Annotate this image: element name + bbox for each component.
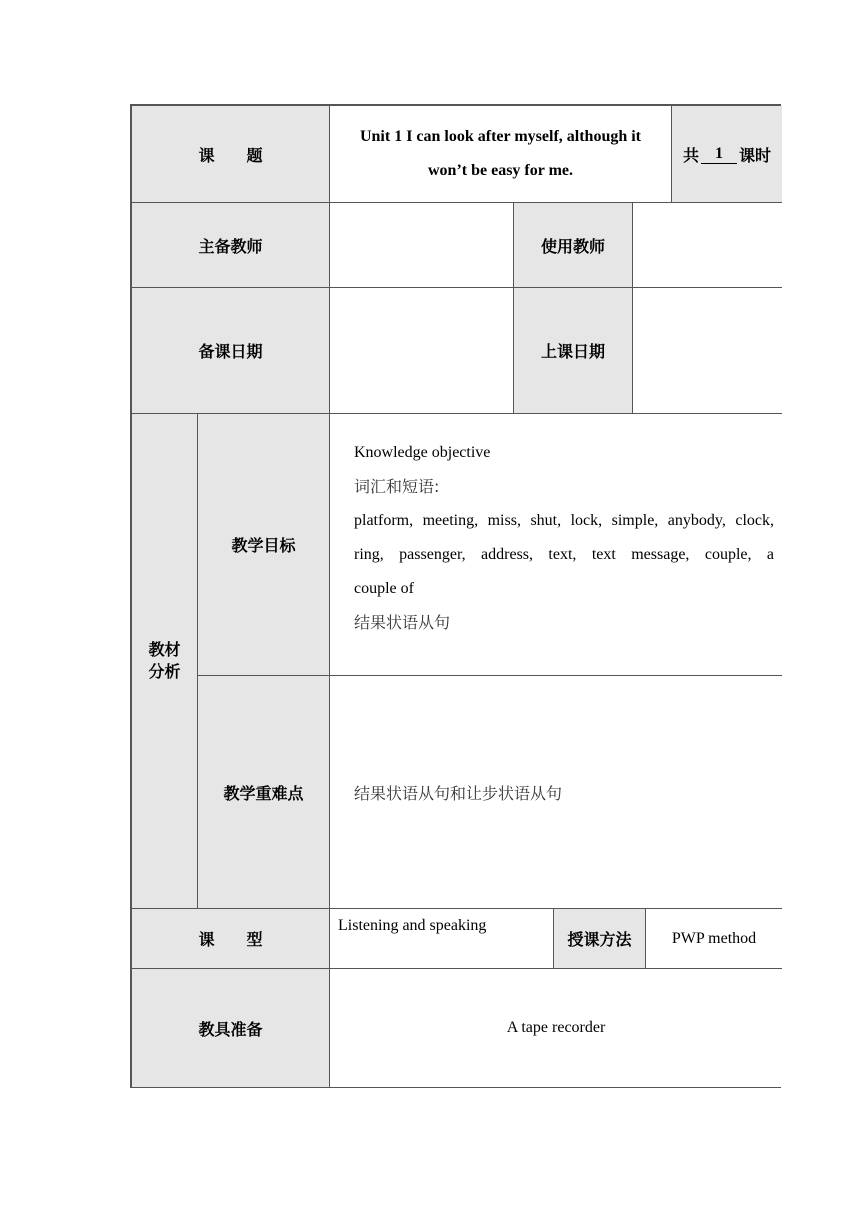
topic-title-line-1: Unit 1 I can look after myself, although it bbox=[359, 128, 642, 145]
objectives-line-2: 词汇和短语: bbox=[354, 477, 440, 496]
main-teacher-label: 主备教师 bbox=[198, 236, 263, 256]
objectives-line-5: couple of bbox=[354, 580, 414, 597]
key-points-value: 结果状语从句和让步状语从句 bbox=[354, 783, 563, 803]
using-teacher-label: 使用教师 bbox=[540, 236, 605, 256]
key-points-content-cell bbox=[330, 676, 782, 909]
class-date-value-cell bbox=[633, 288, 782, 414]
lesson-count-prefix: 共 bbox=[682, 145, 699, 165]
objectives-line-3: platform, meeting, miss, shut, lock, simple, anybody, clock, bbox=[354, 512, 774, 529]
lesson-plan-table bbox=[130, 104, 781, 1088]
lesson-type-value: Listening and speaking bbox=[338, 917, 487, 934]
analysis-label-line-2: 分析 bbox=[148, 662, 181, 681]
lesson-count-value: 1 bbox=[701, 145, 737, 164]
lesson-type-label-cell bbox=[132, 909, 330, 969]
key-points-label: 教学重难点 bbox=[223, 783, 304, 803]
objectives-line-4: ring, passenger, address, text, text message, couple, a bbox=[354, 546, 774, 563]
objectives-label-cell bbox=[198, 414, 330, 676]
tools-value: A tape recorder bbox=[506, 1019, 606, 1036]
objectives-content-cell bbox=[330, 414, 782, 676]
main-teacher-label-cell bbox=[132, 203, 330, 288]
tools-label: 教具准备 bbox=[198, 1019, 263, 1039]
analysis-label-line-1: 教材 bbox=[148, 640, 181, 659]
using-teacher-value-cell bbox=[633, 203, 782, 288]
objectives-label: 教学目标 bbox=[231, 536, 296, 555]
class-date-label-cell bbox=[514, 288, 633, 414]
lesson-count-suffix: 课时 bbox=[739, 145, 772, 165]
method-value-cell bbox=[646, 909, 782, 969]
method-value: PWP method bbox=[671, 929, 757, 947]
class-date-label: 上课日期 bbox=[540, 342, 605, 361]
objectives-line-1: Knowledge objective bbox=[354, 444, 491, 461]
using-teacher-label-cell bbox=[514, 203, 633, 288]
topic-title-line-2: won’t be easy for me. bbox=[427, 162, 573, 179]
prep-date-value-cell bbox=[330, 288, 514, 414]
method-label-cell bbox=[554, 909, 646, 969]
method-label: 授课方法 bbox=[567, 930, 632, 949]
lesson-type-label: 课 型 bbox=[198, 930, 263, 949]
lesson-count-cell bbox=[672, 106, 782, 203]
key-points-label-cell bbox=[198, 676, 330, 909]
topic-label: 课 题 bbox=[198, 145, 263, 165]
prep-date-label: 备课日期 bbox=[198, 342, 263, 361]
main-teacher-value-cell bbox=[330, 203, 514, 288]
analysis-section-label-cell bbox=[132, 414, 198, 909]
tools-value-cell bbox=[330, 969, 782, 1087]
topic-label-cell bbox=[132, 106, 330, 203]
prep-date-label-cell bbox=[132, 288, 330, 414]
lesson-type-value-cell bbox=[330, 909, 554, 969]
objectives-line-6: 结果状语从句 bbox=[354, 613, 451, 632]
tools-label-cell bbox=[132, 969, 330, 1087]
topic-title-cell bbox=[330, 106, 672, 203]
